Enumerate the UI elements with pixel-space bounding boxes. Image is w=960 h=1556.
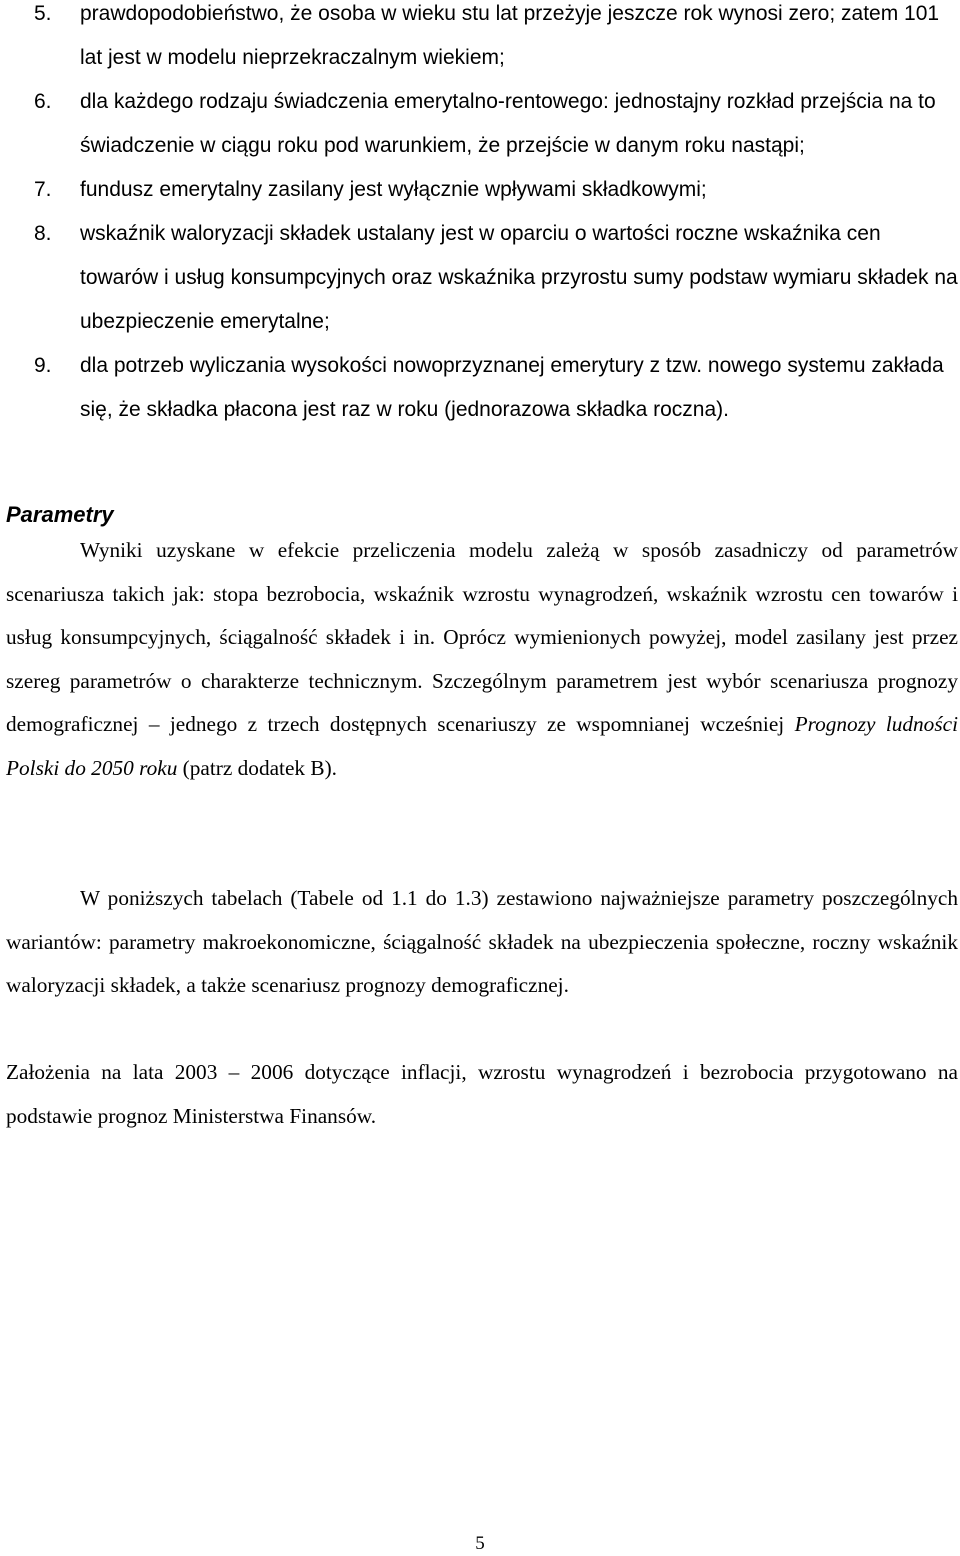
- list-item-text: dla potrzeb wyliczania wysokości nowoprzyznanej emerytury z tzw. nowego systemu zakłada się, że składka płacona jest raz w roku (jednorazowa składka roczna).: [80, 354, 944, 421]
- list-item-text: fundusz emerytalny zasilany jest wyłącznie wpływami składkowymi;: [80, 178, 707, 201]
- list-item-text: prawdopodobieństwo, że osoba w wieku stu lat przeżyje jeszcze rok wynosi zero; zatem 101 lat jest w modelu nieprzekraczalnym wiekiem;: [80, 2, 940, 69]
- cited-title: Prognozy ludności Polski do 2050 roku: [6, 712, 958, 780]
- list-item-number: 7.: [34, 178, 52, 201]
- list-item: [0, 0, 960, 80]
- paragraph-tables: [6, 877, 958, 1008]
- list-item: [0, 80, 960, 168]
- list-item-number: 5.: [34, 2, 52, 25]
- page-number: 5: [475, 1533, 485, 1554]
- list-item: [0, 344, 960, 432]
- paragraph-text-end: (patrz dodatek B).: [177, 755, 338, 780]
- list-item: [0, 212, 960, 344]
- paragraph-text: W poniższych tabelach (Tabele od 1.1 do 1.3) zestawiono najważniejsze parametry poszczególnych wariantów: parametry makroekonomiczne, ściągalność składek na ubezpieczenia społeczne, roczny wskaźnik waloryzacji składek, a także scenariusz prognozy demograficznej.: [6, 886, 958, 998]
- list-item-number: 6.: [34, 90, 52, 113]
- paragraph-assumptions: [6, 1051, 958, 1138]
- list-item-number: 8.: [34, 222, 52, 245]
- list-item: [0, 168, 960, 212]
- paragraph-text: Założenia na lata 2003 – 2006 dotyczące inflacji, wzrostu wynagrodzeń i bezrobocia przygotowano na podstawie prognoz Ministerstwa Finansów.: [6, 1060, 958, 1128]
- list-item-number: 9.: [34, 354, 52, 377]
- list-item-text: dla każdego rodzaju świadczenia emerytalno-rentowego: jednostajny rozkład przejścia na to świadczenie w ciągu roku pod warunkiem, że przejście w danym roku nastąpi;: [80, 90, 936, 157]
- paragraph-text: Wyniki uzyskane w efekcie przeliczenia modelu zależą w sposób zasadniczy od parametrów scenariusza takich jak: stopa bezrobocia, wskaźnik wzrostu wynagrodzeń, wskaźnik wzrostu cen towarów i usług konsumpcyjnych, ściągalność składek i in. Oprócz wymienionych powyżej, model zasilany jest przez szereg parametrów o charakterze technicznym. Szczególnym parametrem jest wybór scenariusza prognozy demograficznej – jednego z trzech dostępnych scenariuszy ze wspomnianej wcześniej: [6, 538, 958, 737]
- numbered-list: [0, 0, 960, 440]
- list-item-text: wskaźnik waloryzacji składek ustalany jest w oparciu o wartości roczne wskaźnika cen towarów i usług konsumpcyjnych oraz wskaźnika przyrostu sumy podstaw wymiaru składek na ubezpieczenie emerytalne;: [80, 222, 958, 333]
- section-heading: Parametry: [6, 502, 114, 527]
- paragraph-parameters: [6, 529, 958, 791]
